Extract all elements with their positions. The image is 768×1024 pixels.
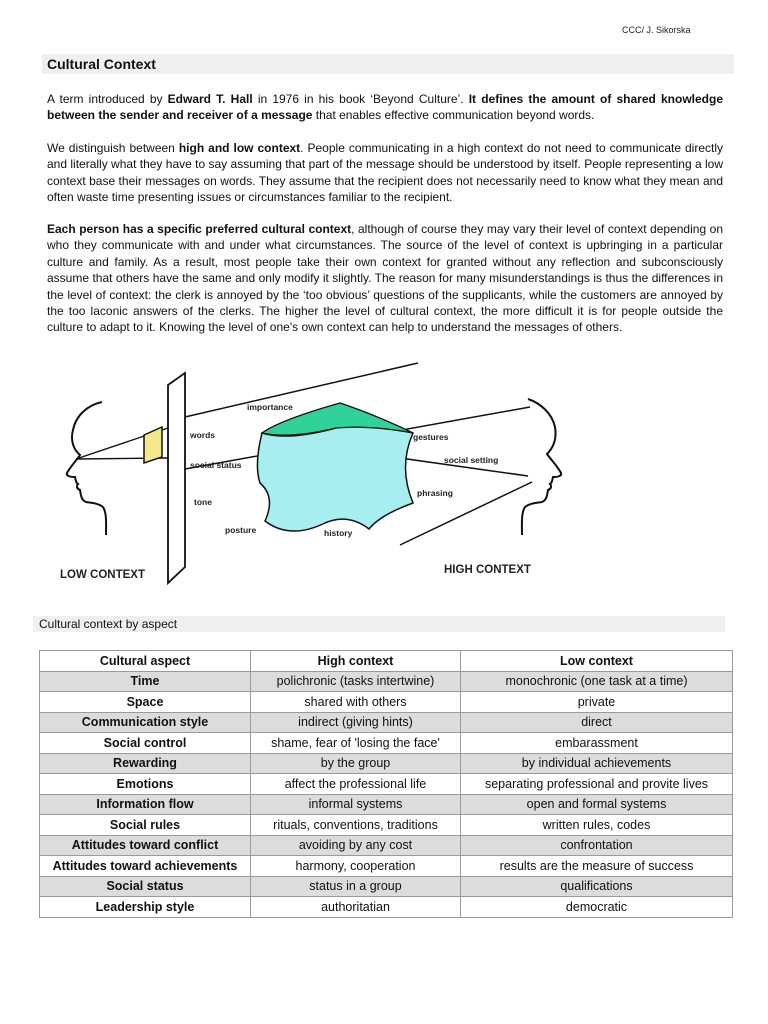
text-bold: Edward T. Hall bbox=[167, 92, 253, 106]
wall-panel bbox=[168, 373, 185, 583]
paragraph-definition bbox=[47, 91, 723, 124]
cell-high: affect the professional life bbox=[251, 774, 461, 795]
cell-aspect: Social control bbox=[40, 733, 251, 754]
label-high-context: HIGH CONTEXT bbox=[444, 564, 531, 576]
page-title: Cultural Context bbox=[42, 54, 734, 74]
label-social-status: social status bbox=[190, 460, 242, 470]
label-tone: tone bbox=[194, 497, 212, 507]
label-gestures: gestures bbox=[413, 432, 449, 442]
text: We distinguish between bbox=[47, 141, 179, 155]
cell-high: status in a group bbox=[251, 876, 461, 897]
table-row bbox=[40, 794, 733, 815]
table-row bbox=[40, 692, 733, 713]
paragraph-preferred-context bbox=[47, 221, 723, 336]
aspects-table bbox=[39, 650, 733, 918]
table-row bbox=[40, 733, 733, 754]
cell-high: informal systems bbox=[251, 794, 461, 815]
text: . People communicating in a high context do not need to communicate directly and literally what they have to say assuming that part of the message should be understood by itself. People representing a low context base their messages on words. They assume that the recipient does not necessarily need to know what they mean and often waste time presenting issues or circumstances familiar to the recipient. bbox=[47, 141, 724, 205]
table-row bbox=[40, 815, 733, 836]
text-bold: It defines the amount of shared knowledge between the sender and receiver of a message bbox=[47, 92, 723, 123]
cell-aspect: Time bbox=[40, 671, 251, 692]
cell-low: written rules, codes bbox=[461, 815, 733, 836]
label-social-setting: social setting bbox=[444, 455, 499, 465]
table-row bbox=[40, 671, 733, 692]
table-row bbox=[40, 876, 733, 897]
cell-high: shared with others bbox=[251, 692, 461, 713]
label-history: history bbox=[324, 528, 353, 538]
cell-low: open and formal systems bbox=[461, 794, 733, 815]
cell-low: qualifications bbox=[461, 876, 733, 897]
text: in 1976 in his book ‘Beyond Culture’. bbox=[252, 92, 469, 106]
cell-high: rituals, conventions, traditions bbox=[251, 815, 461, 836]
column-header: Low context bbox=[461, 651, 733, 672]
perspective-line bbox=[185, 363, 418, 417]
cell-aspect: Space bbox=[40, 692, 251, 713]
author-note: CCC/ J. Sikorska bbox=[622, 25, 691, 35]
label-low-context: LOW CONTEXT bbox=[60, 569, 145, 581]
table-caption: Cultural context by aspect bbox=[33, 616, 725, 632]
table-row bbox=[40, 774, 733, 795]
table-row bbox=[40, 753, 733, 774]
label-phrasing: phrasing bbox=[417, 488, 453, 498]
paragraph-high-low bbox=[47, 140, 723, 206]
cell-aspect: Leadership style bbox=[40, 897, 251, 918]
context-diagram bbox=[40, 355, 570, 595]
cell-high: by the group bbox=[251, 753, 461, 774]
cell-aspect: Rewarding bbox=[40, 753, 251, 774]
cell-high: authoritatian bbox=[251, 897, 461, 918]
cell-aspect: Emotions bbox=[40, 774, 251, 795]
cell-high: indirect (giving hints) bbox=[251, 712, 461, 733]
table-row bbox=[40, 835, 733, 856]
cell-low: confrontation bbox=[461, 835, 733, 856]
column-header: Cultural aspect bbox=[40, 651, 251, 672]
cell-aspect: Communication style bbox=[40, 712, 251, 733]
cell-low: embarassment bbox=[461, 733, 733, 754]
cell-low: results are the measure of success bbox=[461, 856, 733, 877]
text: that enables effective communication beyond words. bbox=[312, 108, 595, 123]
text-bold: Each person has a specific preferred cultural context bbox=[47, 222, 352, 236]
cell-low: separating professional and provite lives bbox=[461, 774, 733, 795]
high-context-shape bbox=[257, 423, 413, 531]
cell-high: harmony, cooperation bbox=[251, 856, 461, 877]
cell-high: avoiding by any cost bbox=[251, 835, 461, 856]
cell-aspect: Attitudes toward achievements bbox=[40, 856, 251, 877]
cell-low: democratic bbox=[461, 897, 733, 918]
low-context-square bbox=[144, 427, 162, 463]
cell-low: direct bbox=[461, 712, 733, 733]
cell-aspect: Attitudes toward conflict bbox=[40, 835, 251, 856]
text: , although of course they may vary their level of context depending on who they communicate with and under what circumstances. The source of the level of context is upbringing in a particular culture and family. As a result, most people take their own context for granted without any reflection and subconsciously assume that others have the same and only modify it slightly. The reason for many misunderstandings is thus the differences in the level of context: the clerk is annoyed by the ‘too obvious’ questions of the supplicants, while the customers are annoyed by the too laconic answers of the clerks. The higher the level of cultural context, the more difficult it is for people outside the culture to adapt to it. Knowing the level of one's own context can help to understand the messages of others. bbox=[47, 222, 723, 335]
table-row bbox=[40, 712, 733, 733]
left-face-profile bbox=[67, 402, 106, 535]
table-row bbox=[40, 897, 733, 918]
text: A term introduced by bbox=[47, 92, 168, 106]
cell-low: by individual achievements bbox=[461, 753, 733, 774]
cell-low: monochronic (one task at a time) bbox=[461, 671, 733, 692]
label-posture: posture bbox=[225, 525, 257, 535]
cell-high: polichronic (tasks intertwine) bbox=[251, 671, 461, 692]
cell-aspect: Social status bbox=[40, 876, 251, 897]
cell-low: private bbox=[461, 692, 733, 713]
cell-aspect: Social rules bbox=[40, 815, 251, 836]
label-importance: importance bbox=[247, 402, 293, 412]
label-words: words bbox=[190, 430, 216, 440]
cell-high: shame, fear of 'losing the face' bbox=[251, 733, 461, 754]
column-header: High context bbox=[251, 651, 461, 672]
table-row bbox=[40, 856, 733, 877]
cell-aspect: Information flow bbox=[40, 794, 251, 815]
text-bold: high and low context bbox=[178, 141, 301, 155]
right-face-profile bbox=[522, 399, 561, 535]
table-header-row bbox=[40, 651, 733, 672]
